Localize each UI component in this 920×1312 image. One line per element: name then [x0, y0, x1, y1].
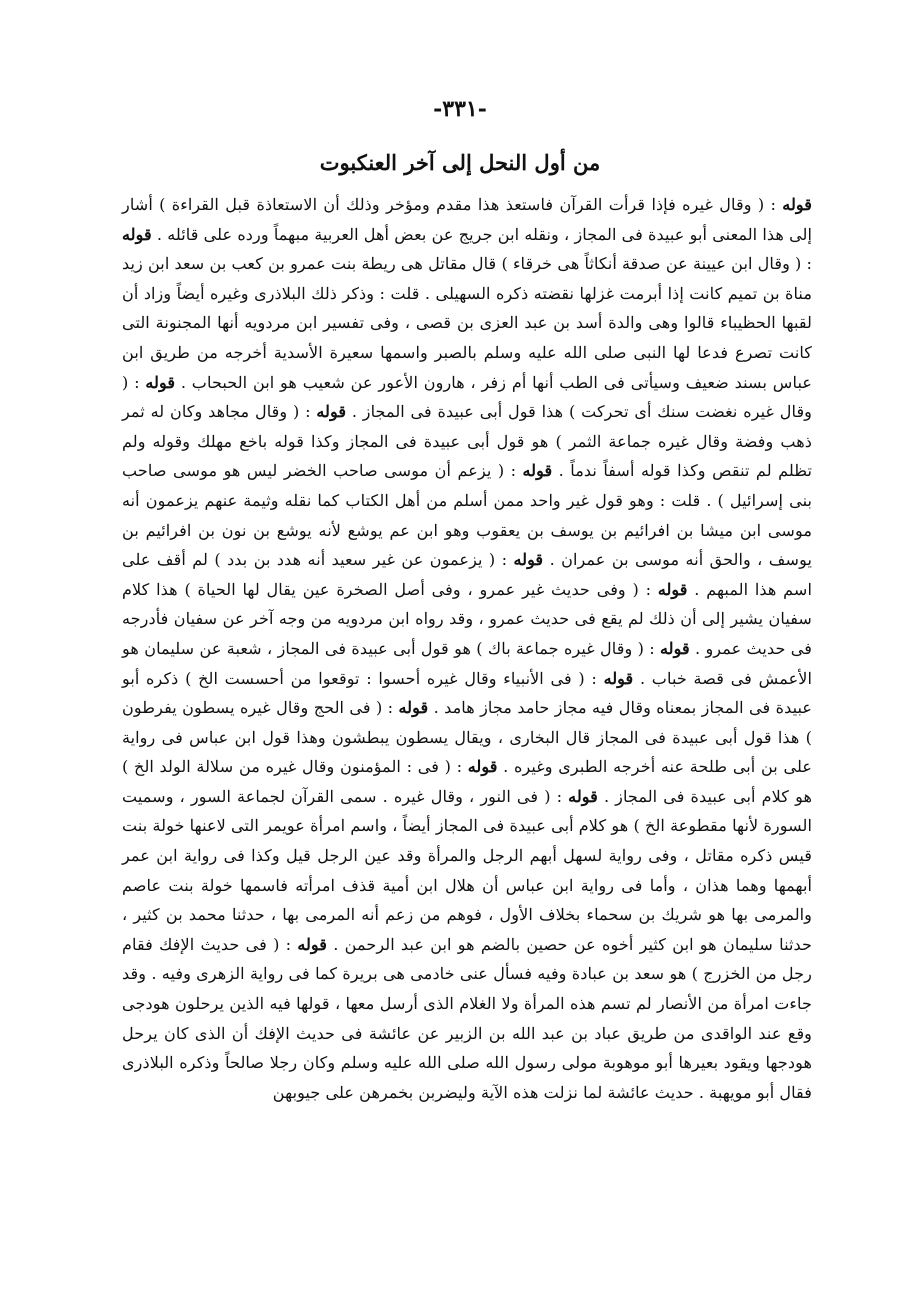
keyword-qawluhu: قوله: [522, 461, 553, 481]
keyword-qawluhu: قوله: [659, 638, 690, 658]
text-segment: : ( يزعمون عن غير سعيد أنه هدد بن بدد ) لم أقف على اسم هذا المبهم .: [122, 550, 812, 599]
text-segment: : ( فى الأنبياء وقال غيره أحسوا : توقعوا من أحسست الخ ) ذكره أبو عبيدة فى المجاز بمعناه وقال فيه مجاز حامد مجاز هامد .: [122, 668, 812, 718]
body-text: [122, 190, 812, 1107]
keyword-qawluhu: قوله: [603, 668, 634, 688]
keyword-qawluhu: قوله: [782, 195, 812, 214]
text-segment: : ( فى حديث الإفك فقام رجل من الخزرج ) هو سعد بن عبادة وفيه فسأل عنى خادمى هى بريرة كما فى رواية الزهرى وفيه . وقد جاءت امرأة من الأنصار لم تسم هذه المرأة ولا الغلام الذى أرسل معها ، قولها فيه الذين يرحلون هودجى وقع عند الواقدى من طريق عباد بن عبد الله بن الزبير عن عائشة فى حديث الإفك أن الذى كان يرحل هودجها ويقود بعيرها أبو موهوبة مولى رسول الله صلى الله عليه وسلم وكان رجلا صالحاً وذكره البلاذرى فقال أبو مويهبة . حديث عائشة لما نزلت هذه الآية وليضربن بخمرهن على جيوبهن: [122, 934, 812, 1102]
text-segment: : ( فى الحج وقال غيره يسطون يفرطون ) هذا قول أبى عبيدة فى المجاز قال البخارى ، ويقال يسطون يبطشون وهذا قول ابن عباس فى رواية على بن أبى طلحة عنه أخرجه الطبرى وغيره .: [122, 698, 812, 777]
keyword-qawluhu: قوله: [568, 786, 598, 806]
text-segment: : ( وقال غيره فإذا قرأت القرآن فاستعذ هذا مقدم ومؤخر وذلك أن الاستعاذة قبل القراءة ) أشار إلى هذا المعنى أبو عبيدة فى المجاز ، ونقله ابن جريج عن بعض أهل العربية مبهماً ورده على قائله .: [122, 195, 812, 244]
text-segment: : ( وفى حديث غير عمرو ، وفى أصل الصخرة عين يقال لها الحياة ) هذا كلام سفيان يشير إلى أن ذلك لم يقع فى حديث عمرو ، وقد رواه ابن مردويه من وجه آخر عن سفيان فأدرجه فى حديث عمرو .: [122, 579, 812, 658]
text-segment: : ( وقال مجاهد وكان له ثمر ذهب وفضة وقال غيره جماعة الثمر ) هو قول أبى عبيدة فى المجاز وكذا قوله باخع مهلك وقوله ولم تظلم لم تنقص وكذا قوله أسفاً ندماً .: [122, 402, 812, 481]
text-segment: : ( وقال ابن عيينة عن صدقة أنكاثاً هى خرقاء ) قال مقاتل هى ريطة بنت عمرو بن كعب بن سعد ابن زيد مناة بن تميم كانت إذا أبرمت غزلها نقضته ذكره السهيلى . قلت : وذكر ذلك البلاذرى وغيره أيضاً وزاد أن لقبها الحظيباء قالوا وهى والدة أسد بن عبد العزى بن قصى ، وفى تفسير ابن مردويه أنها المجنونة التى كانت تصرع فدعا لها النبى صلى الله عليه وسلم بالصبر واسمها سعيرة الأسدية أخرجه من طريق ابن عباس بسند ضعيف وسيأتى فى الطب أنها أم زفر ، هارون الأعور عن شعيب هو ابن الحبحاب .: [122, 254, 813, 392]
page-number: -٣٣١-: [433, 96, 487, 122]
keyword-qawluhu: قوله: [657, 579, 688, 599]
keyword-qawluhu: قوله: [316, 402, 347, 422]
chapter-title: من أول النحل إلى آخر العنكبوت: [319, 150, 601, 175]
keyword-qawluhu: قوله: [398, 698, 429, 718]
text-segment: : ( وقال غيره جماعة باك ) هو قول أبى عبيدة فى المجاز ، شعبة عن سليمان هو الأعمش فى قصة خباب .: [122, 638, 812, 688]
keyword-qawluhu: قوله: [122, 224, 152, 244]
keyword-qawluhu: قوله: [467, 757, 498, 777]
text-segment: : ( فى : المؤمنون وقال غيره من سلالة الولد الخ ) هو كلام أبى عبيدة فى المجاز .: [122, 757, 812, 806]
text-segment: : ( فى النور ، وقال غيره . سمى القرآن لجماعة السور ، وسميت السورة لأنها مقطوعة الخ ) هو كلام أبى عبيدة فى المجاز أيضاً ، واسم امرأة عويمر التى لاعنها خولة بنت قيس ذكره مقاتل ، وفى رواية لسهل أبهم الرجل والمرأة وقد عين الرجل قيل وكذا فى رواية ابن عمر أبهمها وهما هذان ، وأما فى رواية ابن عباس أن هلال ابن أمية قذف امرأته فاسمها خولة بنت عاصم والمرمى بها هو شريك بن سحماء بخلاف الأول ، فوهم من زعم أنه المرمى بها ، حدثنا محمد بن كثير ، حدثنا سليمان هو ابن كثير أخوه عن حصين بالضم هو ابن عبد الرحمن .: [122, 786, 812, 954]
text-segment: : ( يزعم أن موسى صاحب الخضر ليس هو موسى صاحب بنى إسرائيل ) . قلت : وهو قول غير واحد ممن أسلم من أهل الكتاب كما نقله وثيمة عنهم يزعمون أنه موسى ابن ميشا بن افرائيم بن يوسف بن يعقوب وهو ابن عم يوشع لأنه يوشع بن نون بن افرائيم بن يوسف ، والحق أنه موسى بن عمران .: [122, 461, 812, 570]
keyword-qawluhu: قوله: [145, 372, 176, 392]
keyword-qawluhu: قوله: [513, 550, 544, 570]
keyword-qawluhu: قوله: [297, 934, 328, 954]
text-segment: : ( وقال غيره نغضت سنك أى تحركت ) هذا قول أبى عبيدة فى المجاز .: [122, 372, 813, 422]
